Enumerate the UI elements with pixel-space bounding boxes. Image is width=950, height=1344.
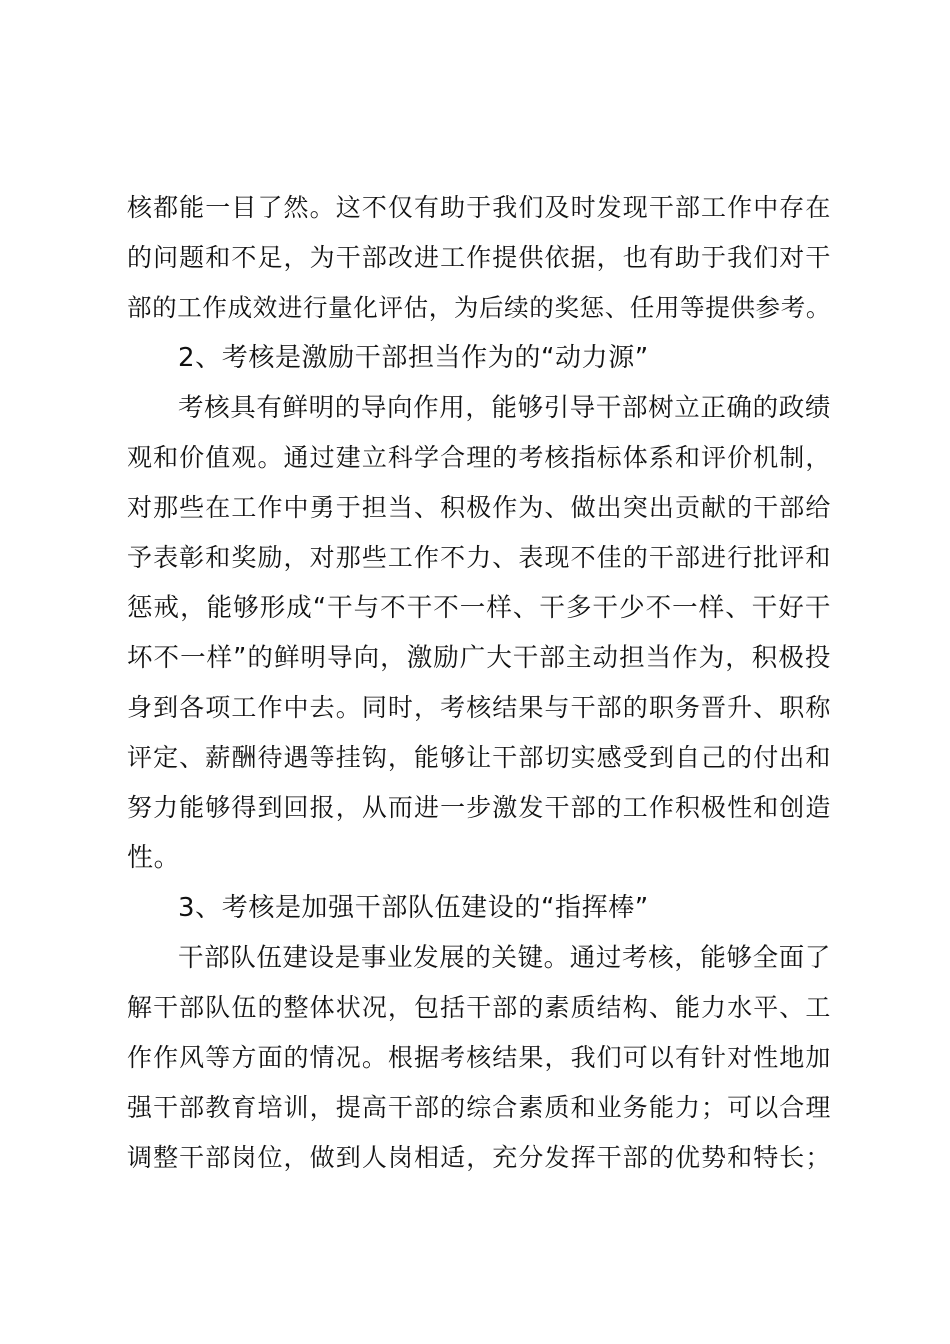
text-line: 对那些在工作中勇于担当、积极作为、做出突出贡献的干部给 <box>127 493 831 522</box>
document-page <box>127 183 831 1183</box>
text-line: 努力能够得到回报，从而进一步激发干部的工作积极性和创造 <box>127 793 831 822</box>
paragraph-first-line: 3、考核是加强干部队伍建设的“指挥棒” <box>178 893 649 923</box>
text-line: 予表彰和奖励，对那些工作不力、表现不佳的干部进行批评和 <box>127 543 831 572</box>
text-line: 作作风等方面的情况。根据考核结果，我们可以有针对性地加 <box>127 1043 831 1072</box>
paragraph-first-line: 干部队伍建设是事业发展的关键。通过考核，能够全面了 <box>178 943 831 973</box>
text-line: 坏不一样”的鲜明导向，激励广大干部主动担当作为，积极投 <box>127 643 831 673</box>
paragraph-first-line: 考核具有鲜明的导向作用，能够引导干部树立正确的政绩 <box>178 393 831 423</box>
text-line: 的问题和不足，为干部改进工作提供依据，也有助于我们对干 <box>127 243 831 272</box>
text-line: 身到各项工作中去。同时，考核结果与干部的职务晋升、职称 <box>127 693 831 722</box>
text-line: 调整干部岗位，做到人岗相适，充分发挥干部的优势和特长； <box>127 1143 831 1172</box>
text-line: 惩戒，能够形成“干与不干不一样、干多干少不一样、干好干 <box>127 593 831 623</box>
text-line: 部的工作成效进行量化评估，为后续的奖惩、任用等提供参考。 <box>127 293 831 322</box>
paragraph-first-line: 2、考核是激励干部担当作为的“动力源” <box>178 343 649 373</box>
text-line: 强干部教育培训，提高干部的综合素质和业务能力；可以合理 <box>127 1093 831 1122</box>
text-line: 评定、薪酬待遇等挂钩，能够让干部切实感受到自己的付出和 <box>127 743 831 772</box>
text-line: 观和价值观。通过建立科学合理的考核指标体系和评价机制， <box>127 443 831 472</box>
text-line: 核都能一目了然。这不仅有助于我们及时发现干部工作中存在 <box>127 193 831 222</box>
text-line: 解干部队伍的整体状况，包括干部的素质结构、能力水平、工 <box>127 993 831 1022</box>
text-line: 性。 <box>127 843 181 873</box>
